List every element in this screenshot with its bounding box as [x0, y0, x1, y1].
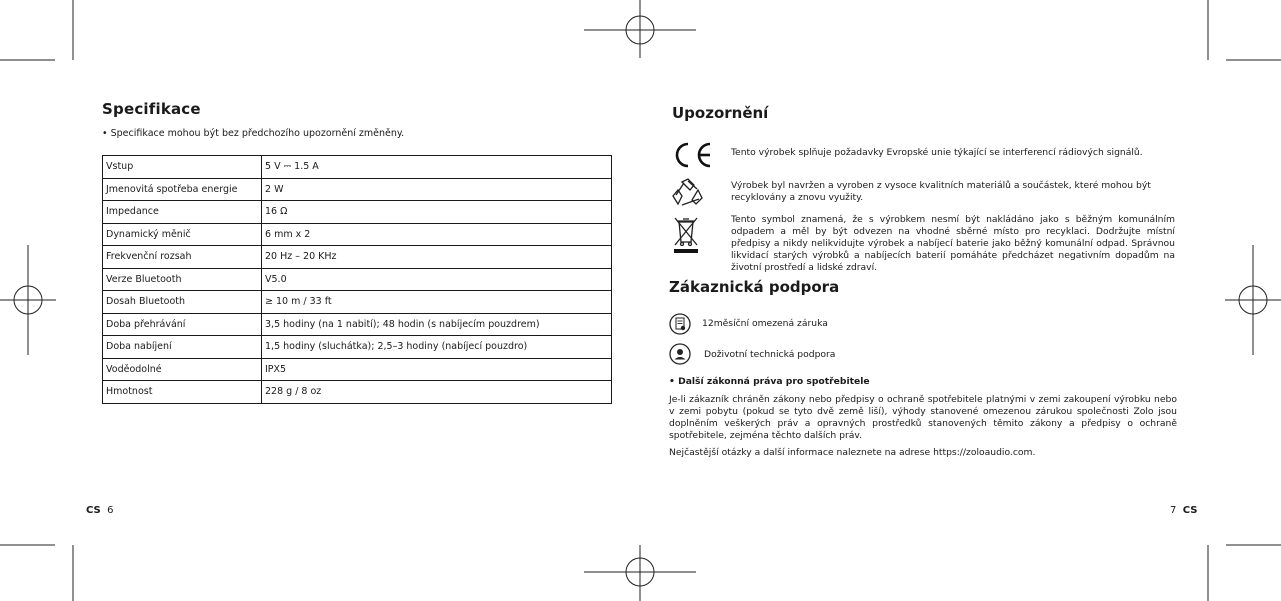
spec-row — [103, 358, 612, 381]
spec-key: Impedance — [103, 201, 262, 224]
support-technical-text: Doživotní technická podpora — [704, 349, 836, 360]
spec-key: Dynamický měnič — [103, 223, 262, 246]
spec-value: 5 V ⎓ 1.5 A — [262, 156, 612, 179]
spec-key: Frekvenční rozsah — [103, 246, 262, 269]
support-person-icon — [669, 343, 691, 365]
notice-title: Upozornění — [672, 104, 769, 122]
spec-key: Doba nabíjení — [103, 336, 262, 359]
spec-row — [103, 381, 612, 404]
spec-row — [103, 246, 612, 269]
spec-key: Vstup — [103, 156, 262, 179]
spec-row — [103, 156, 612, 179]
specifications-table — [102, 155, 612, 404]
left-page-number — [86, 505, 113, 516]
spec-key: Jmenovitá spotřeba energie — [103, 178, 262, 201]
spec-value: ≥ 10 m / 33 ft — [262, 291, 612, 314]
faq-text: Nejčastější otázky a další informace naleznete na adrese https://zoloaudio.com. — [669, 447, 1036, 458]
left-page — [102, 100, 612, 404]
spec-value: 16 Ω — [262, 201, 612, 224]
support-warranty-text: 12měsíční omezená záruka — [702, 318, 828, 329]
spec-value: 2 W — [262, 178, 612, 201]
spec-key: Voděodolné — [103, 358, 262, 381]
spec-value: 6 mm x 2 — [262, 223, 612, 246]
spec-value: 20 Hz – 20 KHz — [262, 246, 612, 269]
spec-key: Dosah Bluetooth — [103, 291, 262, 314]
spec-value: 1,5 hodiny (sluchátka); 2,5–3 hodiny (nabíjecí pouzdro) — [262, 336, 612, 359]
specifications-title: Specifikace — [102, 100, 201, 118]
spec-row — [103, 313, 612, 336]
spec-key: Doba přehrávání — [103, 313, 262, 336]
right-page-number — [1170, 505, 1197, 516]
warranty-document-icon — [669, 313, 691, 335]
page-number: 7 — [1170, 505, 1177, 516]
spec-row — [103, 336, 612, 359]
ce-mark-icon — [670, 141, 712, 169]
language-code: CS — [86, 505, 101, 516]
consumer-rights-text: Je-li zákazník chráněn zákony nebo předpisy o ochraně spotřebitele platnými v zemi zakoupení výrobku nebo v zemi pobytu (pokud se tyto dvě země liší), výhody stanovené omezenou zárukou společnosti Zolo jsou doplněním veškerých práv a opravných prostředků stanovených těmito zákony a předpisy o ochraně spotřebitele, zejména těchto dalších práv. — [669, 394, 1177, 441]
spec-value: 3,5 hodiny (na 1 nabití); 48 hodin (s nabíjecím pouzdrem) — [262, 313, 612, 336]
spec-value: IPX5 — [262, 358, 612, 381]
spec-row — [103, 201, 612, 224]
customer-support-title: Zákaznická podpora — [669, 278, 840, 296]
spec-value: 228 g / 8 oz — [262, 381, 612, 404]
page-number: 6 — [107, 505, 114, 516]
spec-row — [103, 291, 612, 314]
spec-key: Hmotnost — [103, 381, 262, 404]
weee-bin-icon — [672, 215, 700, 255]
specifications-note: • Specifikace mohou být bez předchozího upozornění změněny. — [102, 128, 405, 139]
spec-row — [103, 223, 612, 246]
recycle-icon — [670, 176, 706, 210]
notice-recycle-text: Výrobek byl navržen a vyroben z vysoce kvalitních materiálů a součástek, které mohou být recyklovány a znovu využity. — [731, 180, 1151, 203]
spec-row — [103, 178, 612, 201]
spec-key: Verze Bluetooth — [103, 268, 262, 291]
spec-value: V5.0 — [262, 268, 612, 291]
language-code: CS — [1182, 505, 1198, 516]
notice-weee-text: Tento symbol znamená, že s výrobkem nesmí být nakládáno jako s běžným komunálním odpadem a měl by být odvezen na vhodné sběrné místo pro recyklaci. Dodržujte místní předpisy a nikdy nelikvidujte výrobek a nabíjecí baterie jako běžný komunální odpad. Správnou likvidací starých výrobků a nabíjecích baterií pomáháte předcházet negativním dopadům na životní prostředí a lidské zdraví. — [731, 214, 1175, 273]
consumer-rights-title: • Další zákonná práva pro spotřebitele — [669, 376, 870, 387]
notice-ce-text: Tento výrobek splňuje požadavky Evropské unie týkající se interferencí rádiových signálů. — [731, 147, 1143, 158]
spec-row — [103, 268, 612, 291]
